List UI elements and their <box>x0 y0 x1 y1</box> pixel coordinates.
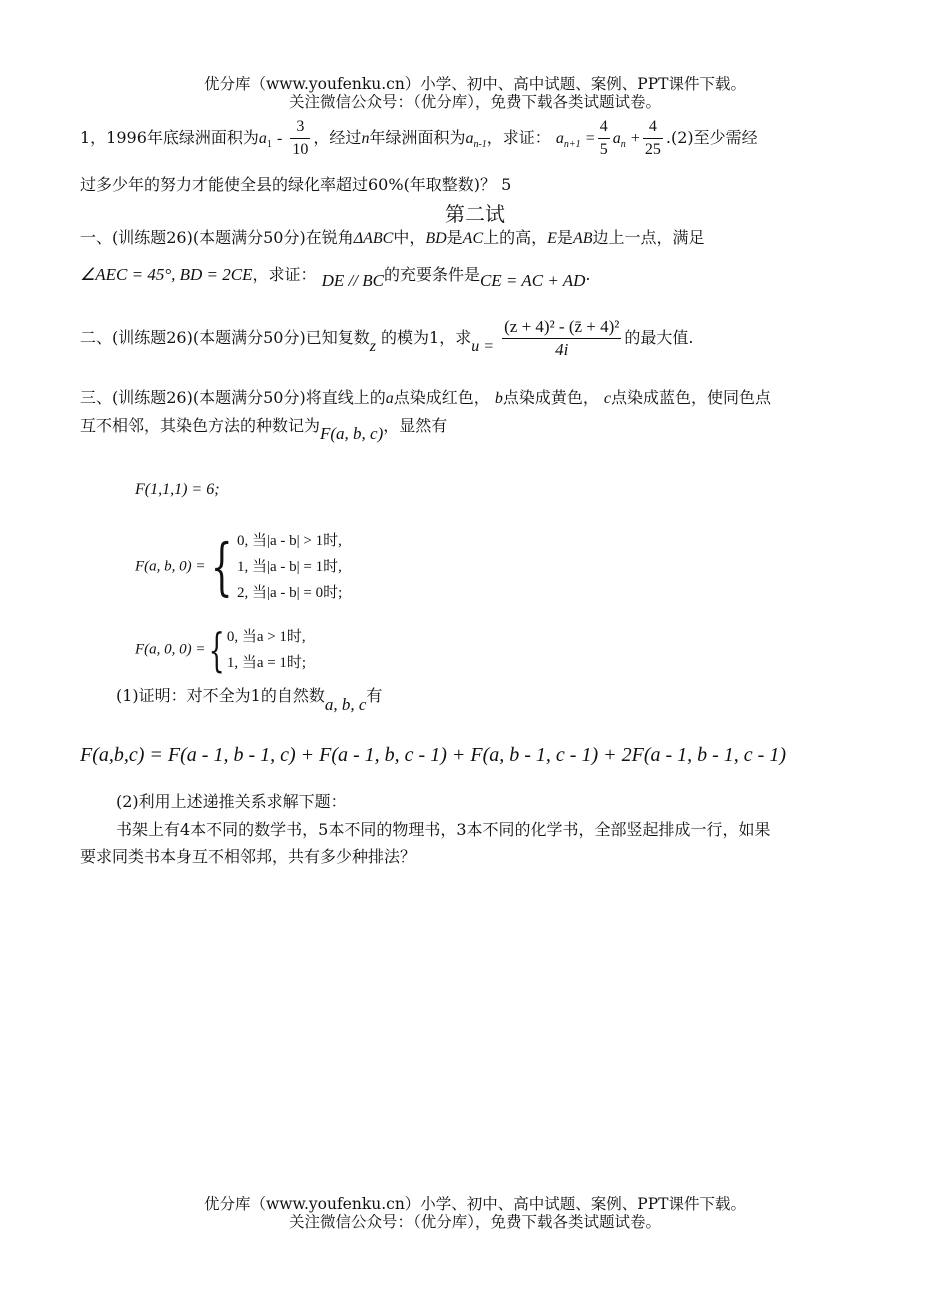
question-1-line-1: 一、(训练题26)(本题满分50分)在锐角ΔABC中，BD是AC上的高，E是AB边上一点，满足 <box>80 228 705 247</box>
question-3-line-1: 三、(训练题26)(本题满分50分)将直线上的a点染成红色， b点染成黄色， c点染成蓝色，使同色点 <box>80 388 772 407</box>
section-title: 第二试 <box>445 202 505 226</box>
formula-fa00: F(a, 0, 0) ={ 0, 当a > 1时, 1, 当a = 1时; <box>135 623 307 677</box>
header-line-1: 优分库（www.youfenku.cn）小学、初中、高中试题、案例、PPT课件下载。 <box>203 75 747 93</box>
footer-line-1: 优分库（www.youfenku.cn）小学、初中、高中试题、案例、PPT课件下载。 <box>203 1195 747 1213</box>
formula-f111: F(1,1,1) = 6; <box>135 481 220 498</box>
header-line-2: 关注微信公众号：（优分库），免费下载各类试题试卷。 <box>288 93 661 111</box>
recurrence-formula: F(a,b,c) = F(a - 1, b - 1, c) + F(a - 1, b, c - 1) + F(a, b - 1, c - 1) + 2F(a - 1, b - 1, c - 1) <box>80 744 786 766</box>
problem-1-line-2: 过多少年的努力才能使全县的绿化率超过60%(年取整数)？ 5 <box>80 175 512 194</box>
problem-1-line-1: 1，1996年底绿洲面积为$a_1$ - $\frac{3}{10}$ ，经过n年绿洲面积为$a_{n-1}$，求证： $a_{n+1}$ = $\frac{4}{5}$ $a_n$ + $\frac{4}{25}$ .(2)至少需经 <box>80 116 880 161</box>
question-1-line-2: ∠AEC = 45°, BD = 2CE，求证： DE // BC的充要条件是CE = AC + AD. <box>80 265 591 290</box>
sub-question-2: (2)利用上述递推关系求解下题： <box>116 792 347 811</box>
sub-question-1: (1)证明：对不全为1的自然数a, b, c有 <box>116 686 383 714</box>
question-3-line-2: 互不相邻，其染色方法的种数记为F(a, b, c)，显然有 <box>80 416 448 443</box>
fraction-3-10: $\frac{3}{10}$ <box>292 118 309 158</box>
question-2: 二、(训练题26)(本题满分50分)已知复数z 的模为1，求u = $\frac{\text{(z + 4)² - (z̄ + 4)²}}{4i}$ 的最大值. <box>80 317 694 359</box>
footer-line-2: 关注微信公众号：（优分库），免费下载各类试题试卷。 <box>288 1213 661 1231</box>
formula-fab0: F(a, b, 0) ={ 0, 当|a - b| > 1时, 1, 当|a - b| = 1时, 2, 当|a - b| = 0时; <box>135 530 343 603</box>
fraction-4-5: $\frac{4}{5}$ <box>599 118 608 158</box>
sub-question-2-line-1: 书架上有4本不同的数学书，5本不同的物理书，3本不同的化学书，全部竖起排成一行，如果 <box>116 820 771 839</box>
sub-question-2-line-2: 要求同类书本身互不相邻邦，共有多少种排法？ <box>80 847 417 866</box>
fraction-4-25: $\frac{4}{25}$ <box>644 118 661 158</box>
fraction-u: $\frac{\text{(z + 4)² - (z̄ + 4)²}}{4i}$ <box>504 317 620 359</box>
